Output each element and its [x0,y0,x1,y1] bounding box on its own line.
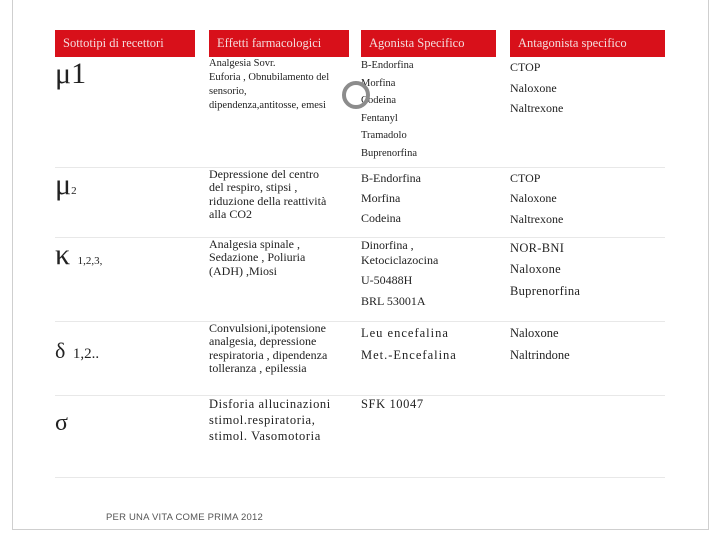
antagonists-cell [510,321,665,395]
header-gap [195,30,209,57]
header-gap [496,30,510,57]
effects-cell [209,321,349,395]
receptor-symbol: δ [55,337,66,363]
header-receptor-subtypes: Sottotipi di recettori [55,30,195,57]
effect-line: alla CO2 [209,207,252,221]
antagonist: Naloxone [510,262,561,276]
effect-line: stimol.respiratoria, [209,412,316,427]
effect-line: stimol. Vasomotoria [209,428,321,443]
receptor-symbol-cell [55,167,195,237]
effect-line: Analgesia Sovr. [209,58,276,69]
receptor-symbol: σ [55,409,68,436]
antagonists-cell [510,167,665,237]
antagonist: Naltrexone [510,101,564,115]
header-specific-agonist: Agonista Specifico [361,30,496,57]
antagonist: Naloxone [510,191,557,205]
antagonists-cell [510,237,665,321]
header-pharmacological-effects: Effetti farmacologici [209,30,349,57]
agonists-cell [361,167,496,237]
receptor-symbol-cell [55,395,195,477]
effect-line: tolleranza , epilessia [209,361,307,375]
agonist: Leu encefalina [361,325,449,340]
table-row [55,57,665,167]
antagonist: Naloxone [510,80,557,95]
effects-cell [209,57,349,167]
agonist: Dinorfina , [361,237,414,252]
agonist: B-Endorfina [361,170,421,185]
circle-ring-icon [342,81,370,109]
receptor-symbol: κ [55,237,71,271]
antagonist: Buprenorfina [510,283,581,298]
footer-text: PER UNA VITA COME PRIMA 2012 [106,512,263,523]
slide-frame-right [708,0,709,530]
effects-cell [209,395,349,477]
agonist: B-Endorfina [361,60,414,71]
antagonist: Naltrindone [510,347,570,362]
antagonist: Naloxone [510,325,559,340]
agonist: SFK 10047 [361,396,424,411]
effect-line: Sedazione , Poliuria [209,250,306,264]
receptor-subtype: 1,2,3, [77,254,103,267]
effect-line: analgesia, depressione [209,334,317,348]
agonist: Ketociclazocina [361,252,439,267]
table-row [55,321,665,395]
agonist: Codeina [361,210,401,225]
agonist: Morfina [361,77,396,89]
effect-line: riduzione della reattività [209,193,327,208]
antagonist: NOR-BNI [510,240,565,255]
agonist: Morfina [361,190,401,205]
agonist: Tramadolo [361,130,407,141]
agonists-cell [361,237,496,321]
receptor-subtype: 2 [71,184,77,197]
antagonists-cell [510,57,665,167]
table-row [55,395,665,477]
antagonist: Naltrexone [510,211,564,226]
receptor-symbol: μ [55,57,72,90]
agonists-cell [361,57,496,167]
agonist: Fentanyl [361,112,398,124]
agonist: Buprenorfina [361,147,417,159]
receptor-subtype: 1,2.. [72,345,100,362]
effect-line: Euforia , Obnubilamento del [209,72,330,83]
antagonist: CTOP [510,60,541,74]
receptor-subtype: 1 [71,57,87,90]
effect-line: sensorio, [209,86,247,97]
agonists-cell [361,321,496,395]
agonist: BRL 53001A [361,293,426,308]
agonist: U-50488H [361,272,413,287]
table-row [55,167,665,237]
antagonists-cell [510,395,665,477]
agonist: Codeina [361,95,396,106]
receptor-symbol-cell [55,57,195,167]
slide-frame-bottom [12,529,709,530]
table-row [55,237,665,321]
header-gap [349,30,361,57]
receptor-symbol-cell [55,237,195,321]
receptor-symbol: μ [55,167,72,201]
effects-cell [209,167,349,237]
effect-line: del respiro, stipsi , [209,180,298,194]
antagonist: CTOP [510,170,541,185]
slide-frame-left [12,0,13,530]
effects-cell [209,237,349,321]
effect-line: Depressione del centro [209,166,319,181]
effect-line: Analgesia spinale , [209,236,300,251]
effect-line: respiratoria , dipendenza [209,347,328,362]
effect-line: (ADH) ,Miosi [209,263,277,278]
agonists-cell [361,395,496,477]
receptor-symbol-cell [55,321,195,395]
table-header-row [55,30,665,57]
agonist: Met.-Encefalina [361,347,457,362]
header-specific-antagonist: Antagonista specifico [510,30,665,57]
effect-line: Convulsioni,ipotensione [209,320,326,335]
effect-line: Disforia allucinazioni [209,396,331,411]
effect-line: dipendenza,antitosse, emesi [209,100,326,111]
